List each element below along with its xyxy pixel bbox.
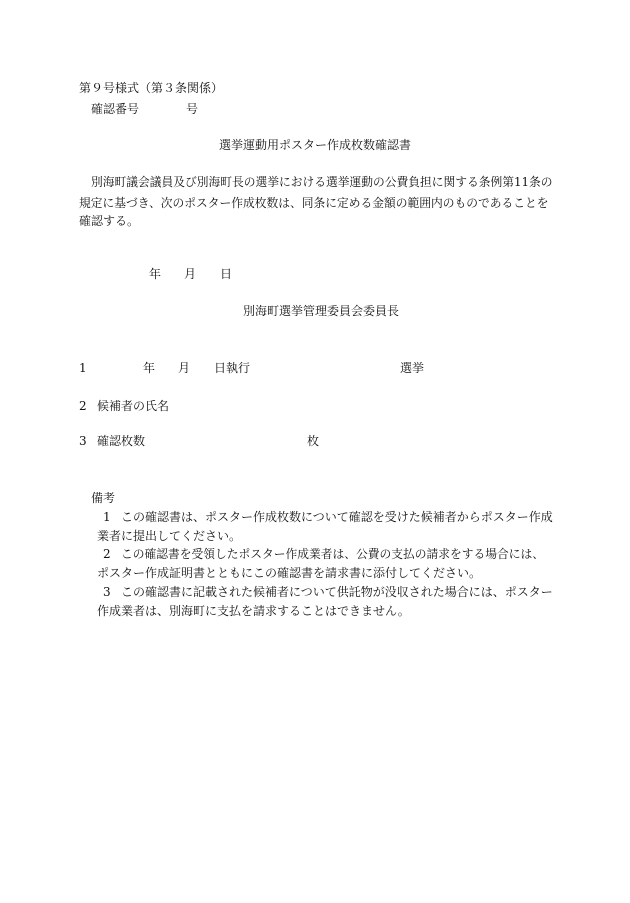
document-title: 選挙運動用ポスター作成枚数確認書	[219, 138, 412, 152]
item1-number: 1	[79, 361, 87, 375]
body-line-1: 別海町議会議員及び別海町長の選挙における選挙運動の公費負担に関する条例第11条の	[91, 175, 553, 189]
item1-election: 選挙	[400, 361, 425, 375]
note-1-number: 1	[103, 510, 111, 524]
note-3-line-1: この確認書に記載された候補者について供託物が没収された場合には、ポスター	[121, 585, 553, 599]
note-2-line-1: この確認書を受領したポスター作成業者は、公費の支払の請求をする場合には、	[121, 547, 544, 561]
form-number: 第９号様式（第３条関係）	[79, 81, 224, 95]
item1-day-executed: 日執行	[214, 361, 251, 375]
note-2-number: 2	[103, 547, 111, 561]
date-month: 月	[184, 267, 197, 281]
item3-label: 確認枚数	[97, 434, 146, 448]
date-year: 年	[149, 267, 162, 281]
item3-number: 3	[79, 434, 87, 448]
body-line-3: 確認する。	[79, 214, 140, 228]
item2-label: 候補者の氏名	[97, 399, 170, 413]
note-3-number: 3	[103, 585, 111, 599]
item1-year: 年	[143, 361, 156, 375]
note-3-line-2: 作成業者は、別海町に支払を請求することはできません。	[97, 604, 410, 618]
item3-unit: 枚	[307, 434, 320, 448]
note-1-line-2: 業者に提出してください。	[97, 529, 242, 543]
confirmation-number-label: 確認番号	[91, 102, 140, 116]
item1-month: 月	[178, 361, 191, 375]
note-2-line-2: ポスター作成証明書とともにこの確認書を請求書に添付してください。	[97, 566, 482, 580]
body-line-2: 規定に基づき、次のポスター作成枚数は、同条に定める金額の範囲内のものであることを	[79, 196, 549, 210]
notes-heading: 備考	[91, 491, 116, 505]
date-day: 日	[220, 267, 233, 281]
confirmation-number-suffix: 号	[186, 102, 199, 116]
note-1-line-1: この確認書は、ポスター作成枚数について確認を受けた候補者からポスター作成	[121, 510, 553, 524]
issuer: 別海町選挙管理委員会委員長	[243, 304, 400, 318]
item2-number: 2	[79, 399, 87, 413]
